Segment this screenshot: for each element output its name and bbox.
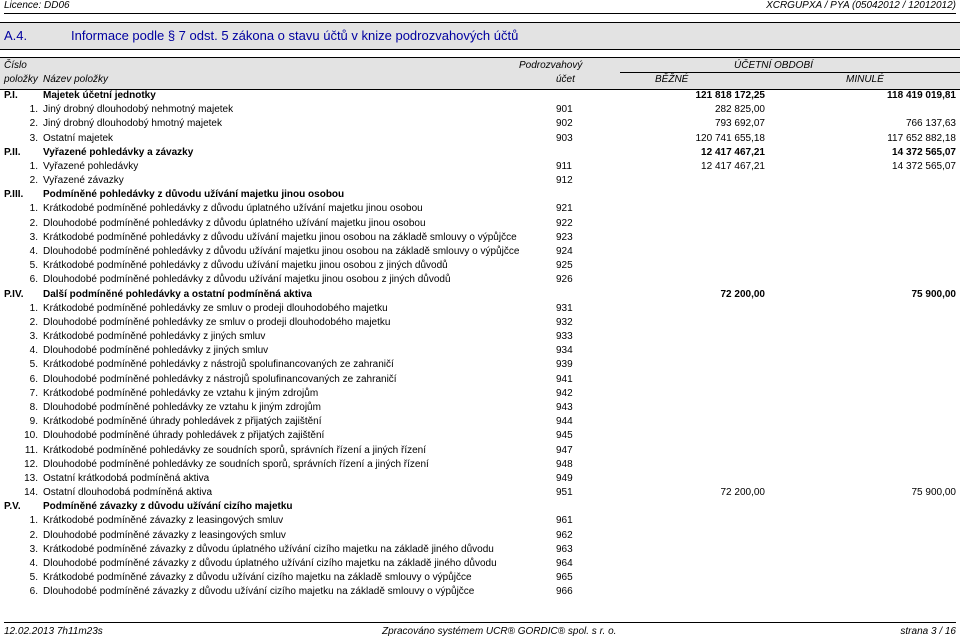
row-name: Dlouhodobé podmíněné pohledávky z jiných smluv <box>43 345 269 357</box>
row-previous: 766 137,63 <box>905 118 956 130</box>
table-row <box>0 472 960 486</box>
row-number: 14. <box>24 487 38 499</box>
table-row <box>0 302 960 316</box>
row-account: 911 <box>556 160 572 172</box>
row-current: 121 818 172,25 <box>695 90 765 101</box>
row-name: Krátkodobé podmíněné závazky z důvodu úplatného užívání cizího majetku na základě jiného důvodu <box>43 543 494 555</box>
row-current: 793 692,07 <box>714 118 765 130</box>
row-number: 3. <box>29 543 38 555</box>
table-header <box>0 57 960 90</box>
row-name: Dlouhodobé podmíněné závazky z leasingových smluv <box>43 529 286 541</box>
row-name: Krátkodobé podmíněné pohledávky z nástrojů spolufinancovaných ze zahraničí <box>43 359 394 371</box>
row-account: 963 <box>556 543 573 555</box>
row-name: Majetek účetní jednotky <box>43 90 156 101</box>
section-title: Informace podle § 7 odst. 5 zákona o stavu účtů v knize podrozvahových účtů <box>71 28 519 43</box>
row-number: 5. <box>29 260 38 272</box>
row-name: Dlouhodobé podmíněné pohledávky z nástrojů spolufinancovaných ze zahraničí <box>43 373 397 385</box>
row-account: 942 <box>556 387 573 399</box>
row-number: 1. <box>29 104 38 116</box>
row-account: 923 <box>556 231 573 243</box>
row-account: 924 <box>556 245 573 257</box>
row-account: 943 <box>556 401 573 413</box>
table-row <box>0 458 960 472</box>
table-row <box>0 217 960 231</box>
row-number: 4. <box>29 245 38 257</box>
row-name: Krátkodobé podmíněné pohledávky z jiných smluv <box>43 331 266 343</box>
table-row <box>0 373 960 387</box>
row-number: 8. <box>29 401 38 413</box>
section-title-bar <box>0 22 960 50</box>
table-row <box>0 273 960 287</box>
table-row <box>0 231 960 245</box>
table-row <box>0 557 960 571</box>
row-account: 922 <box>556 217 573 229</box>
row-name: Jiný drobný dlouhodobý nehmotný majetek <box>43 104 234 116</box>
table-row <box>0 401 960 415</box>
row-account: 961 <box>556 515 573 527</box>
row-number: 5. <box>29 572 38 584</box>
table-row <box>0 160 960 174</box>
header-ucet: účet <box>556 74 575 85</box>
table-row <box>0 174 960 188</box>
row-account: 926 <box>556 274 573 286</box>
row-account: 944 <box>556 416 573 428</box>
row-number: 7. <box>29 387 38 399</box>
row-current: 12 417 467,21 <box>701 146 765 158</box>
row-number: 5. <box>29 359 38 371</box>
row-account: 966 <box>556 586 573 598</box>
row-account: 903 <box>556 132 573 144</box>
row-name: Vyřazené pohledávky <box>43 160 139 172</box>
header-bezne: BĚŽNÉ <box>655 74 689 85</box>
row-name: Krátkodobé podmíněné pohledávky ze smluv o prodeji dlouhodobého majetku <box>43 302 388 314</box>
row-number: 9. <box>29 416 38 428</box>
row-number: 13. <box>24 472 38 484</box>
table-row <box>0 585 960 599</box>
row-name: Vyřazené pohledávky a závazky <box>43 146 194 158</box>
row-number: P.III. <box>4 189 24 201</box>
row-previous: 14 372 565,07 <box>892 160 956 172</box>
row-account: 912 <box>556 175 573 187</box>
row-number: P.II. <box>4 146 21 158</box>
table-row <box>0 514 960 528</box>
row-account: 965 <box>556 572 573 584</box>
row-previous: 14 372 565,07 <box>892 146 956 158</box>
row-name: Dlouhodobé podmíněné závazky z důvodu užívání cizího majetku na základě smlouvy o výpůjčce <box>43 586 475 598</box>
row-previous: 75 900,00 <box>911 288 956 300</box>
row-account: 962 <box>556 529 573 541</box>
row-name: Dlouhodobé podmíněné pohledávky ze vztahu k jiným zdrojům <box>43 401 321 413</box>
row-name: Další podmíněné pohledávky a ostatní podmíněná aktiva <box>43 288 312 300</box>
row-current: 282 825,00 <box>714 104 765 116</box>
header-polozky: položky <box>4 74 38 85</box>
row-number: 3. <box>29 331 38 343</box>
row-name: Ostatní dlouhodobá podmíněná aktiva <box>43 487 213 499</box>
row-current: 72 200,00 <box>720 288 765 300</box>
section-row <box>0 89 960 103</box>
header-cislo: Číslo <box>4 60 27 71</box>
row-number: 10. <box>24 430 38 442</box>
license-label: Licence: DD06 <box>4 0 70 11</box>
row-name: Dlouhodobé podmíněné pohledávky z důvodu užívání majetku jinou osobou na základě smlouvy o výpůjčce <box>43 245 520 257</box>
table-row <box>0 344 960 358</box>
table-row <box>0 117 960 131</box>
row-account: 902 <box>556 118 573 130</box>
row-number: 1. <box>29 160 38 172</box>
row-account: 941 <box>556 373 573 385</box>
table-row <box>0 259 960 273</box>
header-divider <box>620 72 960 73</box>
header-obdobi: ÚČETNÍ OBDOBÍ <box>734 60 813 71</box>
row-name: Ostatní majetek <box>43 132 114 144</box>
row-account: 901 <box>556 104 573 116</box>
table-row <box>0 316 960 330</box>
row-number: 11. <box>24 444 38 456</box>
row-number: 2. <box>29 316 38 328</box>
row-name: Ostatní krátkodobá podmíněná aktiva <box>43 472 210 484</box>
report-id: XCRGUPXA / PYA (05042012 / 12012012) <box>766 0 956 11</box>
row-number: 6. <box>29 586 38 598</box>
row-account: 925 <box>556 260 573 272</box>
row-account: 947 <box>556 444 573 456</box>
table-row <box>0 571 960 585</box>
row-name: Krátkodobé podmíněné pohledávky z důvodu úplatného užívání majetku jinou osobou <box>43 203 423 215</box>
row-account: 945 <box>556 430 573 442</box>
row-name: Krátkodobé podmíněné pohledávky ze vztahu k jiným zdrojům <box>43 387 319 399</box>
section-row <box>0 500 960 514</box>
section-row <box>0 288 960 302</box>
row-name: Krátkodobé podmíněné závazky z leasingových smluv <box>43 515 284 527</box>
row-number: P.I. <box>4 90 18 101</box>
row-previous: 118 419 019,81 <box>887 90 956 101</box>
row-number: 6. <box>29 274 38 286</box>
table-row <box>0 132 960 146</box>
row-account: 932 <box>556 316 573 328</box>
row-number: 2. <box>29 529 38 541</box>
row-name: Dlouhodobé podmíněné úhrady pohledávek z přijatých zajištění <box>43 430 325 442</box>
row-name: Krátkodobé podmíněné úhrady pohledávek z přijatých zajištění <box>43 416 322 428</box>
row-name: Krátkodobé podmíněné pohledávky z důvodu užívání majetku jinou osobou na základě smlouvy o výpůjčce <box>43 231 517 243</box>
row-number: 1. <box>29 302 38 314</box>
header-nazev: Název položky <box>43 74 109 85</box>
row-current: 12 417 467,21 <box>701 160 765 172</box>
header-minule: MINULÉ <box>846 74 884 85</box>
section-row <box>0 188 960 202</box>
row-name: Krátkodobé podmíněné pohledávky z důvodu užívání majetku jinou osobou z jiných důvodů <box>43 260 448 272</box>
row-number: 6. <box>29 373 38 385</box>
row-number: 2. <box>29 175 38 187</box>
row-account: 933 <box>556 331 573 343</box>
row-name: Dlouhodobé podmíněné pohledávky ze smluv o prodeji dlouhodobého majetku <box>43 316 391 328</box>
footer-system: Zpracováno systémem UCR® GORDIC® spol. s r. o. <box>382 626 617 637</box>
table-row <box>0 444 960 458</box>
table-row <box>0 429 960 443</box>
row-account: 939 <box>556 359 573 371</box>
section-code: A.4. <box>4 28 28 43</box>
table-row <box>0 415 960 429</box>
table-row <box>0 202 960 216</box>
table-row <box>0 330 960 344</box>
row-account: 951 <box>556 487 573 499</box>
row-number: 1. <box>29 515 38 527</box>
row-name: Dlouhodobé podmíněné pohledávky ze soudních sporů, správních řízení a jiných řízení <box>43 458 429 470</box>
row-number: 4. <box>29 557 38 569</box>
row-previous: 117 652 882,18 <box>887 132 956 144</box>
row-number: 12. <box>24 458 38 470</box>
row-number: 2. <box>29 118 38 130</box>
table-row <box>0 387 960 401</box>
row-previous: 75 900,00 <box>911 487 956 499</box>
top-header-line <box>4 0 956 14</box>
table-row <box>0 486 960 500</box>
row-name: Dlouhodobé podmíněné pohledávky z důvodu úplatného užívání majetku jinou osobou <box>43 217 426 229</box>
row-number: 1. <box>29 203 38 215</box>
row-number: 3. <box>29 231 38 243</box>
row-number: P.IV. <box>4 288 24 300</box>
table-row <box>0 103 960 117</box>
table-row <box>0 529 960 543</box>
row-account: 921 <box>556 203 573 215</box>
row-name: Krátkodobé podmíněné pohledávky ze soudních sporů, správních řízení a jiných řízení <box>43 444 427 456</box>
table-row <box>0 358 960 372</box>
row-name: Vyřazené závazky <box>43 175 124 187</box>
row-current: 120 741 655,18 <box>695 132 765 144</box>
row-number: P.V. <box>4 501 21 513</box>
row-name: Dlouhodobé podmíněné závazky z důvodu úplatného užívání cizího majetku na základě jiného důvodu <box>43 557 497 569</box>
row-account: 948 <box>556 458 573 470</box>
row-name: Podmíněné pohledávky z důvodu užívání majetku jinou osobou <box>43 189 345 201</box>
row-number: 2. <box>29 217 38 229</box>
row-name: Krátkodobé podmíněné závazky z důvodu užívání cizího majetku na základě smlouvy o výpůjčce <box>43 572 472 584</box>
row-number: 3. <box>29 132 38 144</box>
row-name: Jiný drobný dlouhodobý hmotný majetek <box>43 118 222 130</box>
row-account: 931 <box>556 302 573 314</box>
footer-datetime: 12.02.2013 7h11m23s <box>4 626 103 637</box>
row-name: Podmíněné závazky z důvodu užívání cizího majetku <box>43 501 293 513</box>
header-podrozvahovy: Podrozvahový <box>519 60 583 71</box>
page-footer <box>4 622 956 637</box>
row-account: 949 <box>556 472 573 484</box>
table-row <box>0 543 960 557</box>
row-number: 4. <box>29 345 38 357</box>
table-row <box>0 245 960 259</box>
row-account: 964 <box>556 557 573 569</box>
footer-page: strana 3 / 16 <box>900 626 956 637</box>
section-row <box>0 146 960 160</box>
row-name: Dlouhodobé podmíněné pohledávky z důvodu užívání majetku jinou osobou z jiných důvodů <box>43 274 451 286</box>
row-account: 934 <box>556 345 573 357</box>
row-current: 72 200,00 <box>720 487 765 499</box>
